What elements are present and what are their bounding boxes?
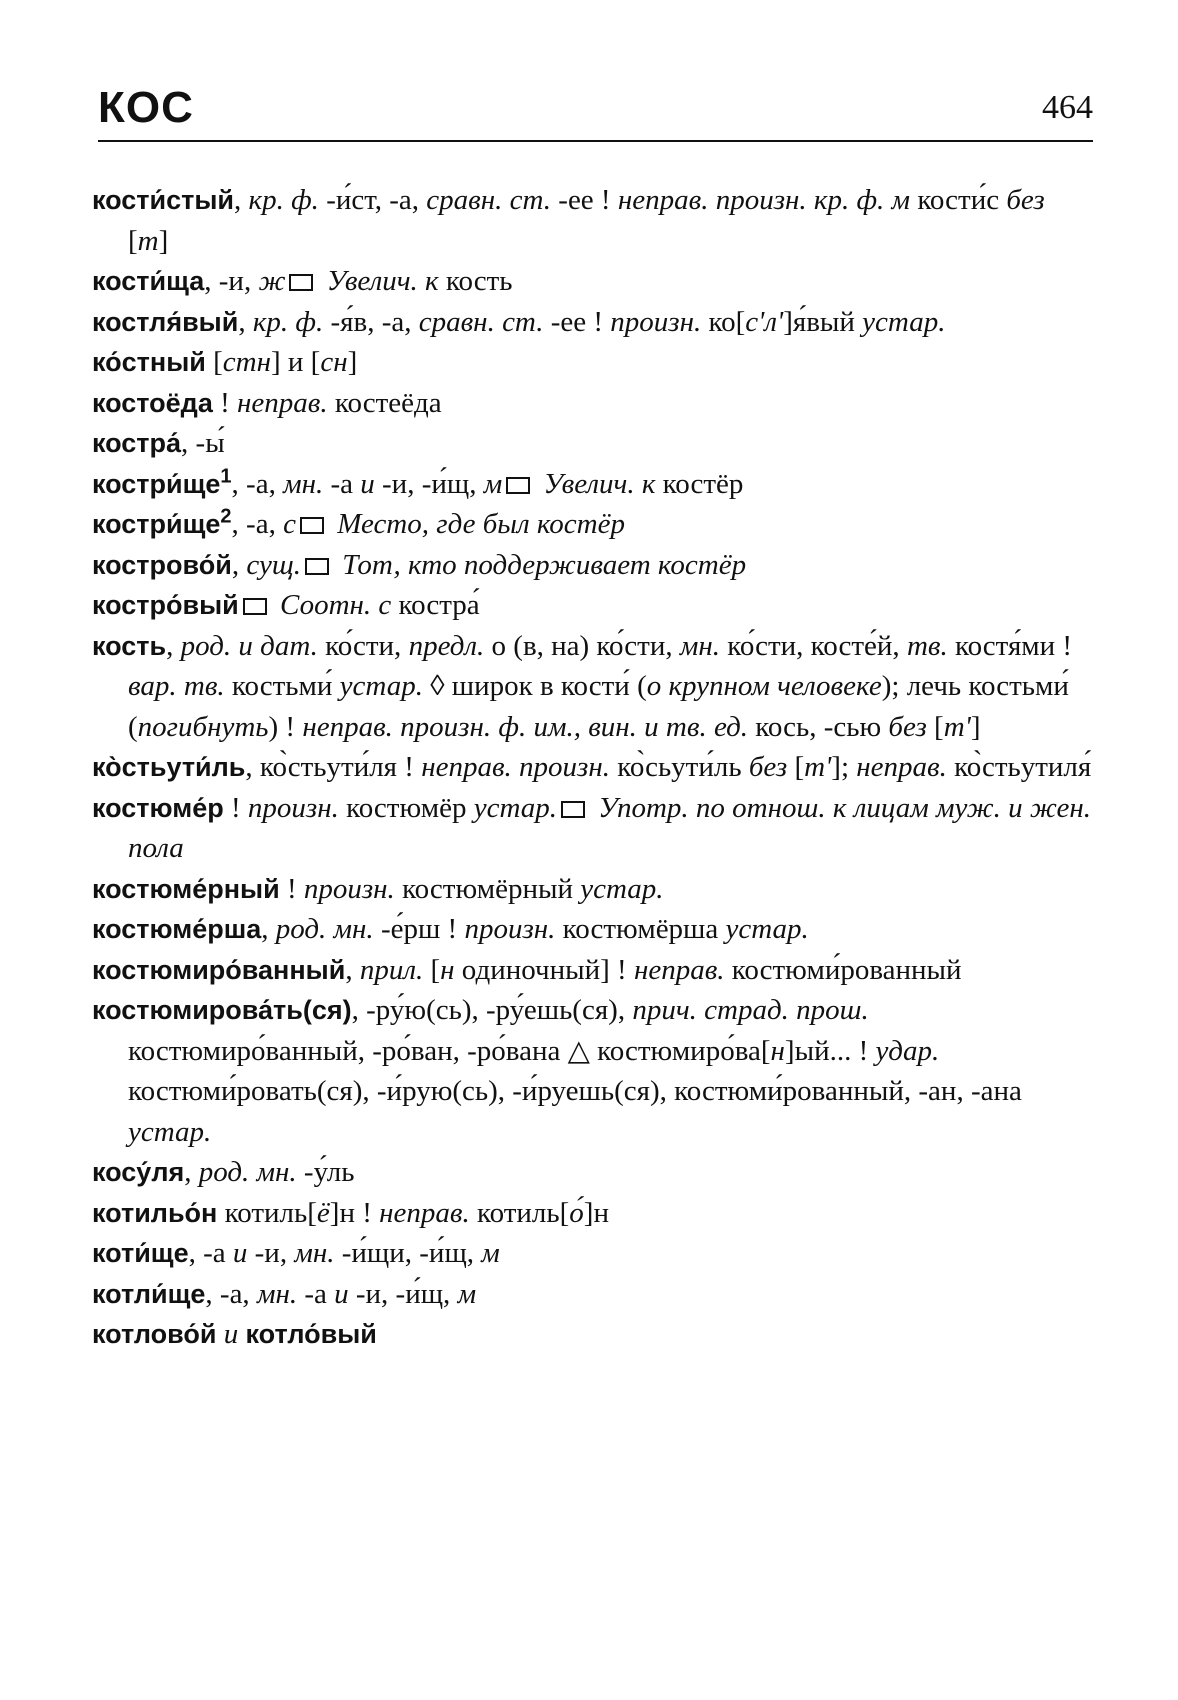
entry-text: -а (323, 467, 361, 500)
definition-box-icon (300, 517, 324, 534)
grammar-label: без (888, 710, 927, 743)
entry-text (273, 589, 280, 621)
entry-text: -и, (247, 1237, 295, 1269)
entry-text: ◊ широк в кости́ ( (422, 670, 647, 702)
dictionary-entry (92, 1193, 1092, 1234)
entry-text: , (261, 913, 276, 945)
grammar-label: прич. страд. прош. (632, 994, 869, 1026)
entry-text: ); лечь костьми́ ( (128, 670, 1069, 743)
dictionary-entry (92, 1152, 1092, 1193)
entry-text: костра́ (391, 589, 480, 621)
entry-text: костюмёрша (555, 913, 726, 945)
entry-text: костюмёр (338, 791, 474, 824)
dictionary-entry (92, 788, 1092, 869)
definition-box-icon (289, 274, 313, 291)
headword: костри́ще (92, 509, 221, 539)
grammar-label: без (1006, 184, 1045, 216)
headword: костюме́рный (92, 873, 280, 904)
entry-text: котиль[ (469, 1196, 570, 1229)
entry-text: о (в, на) ко́сти, (484, 629, 680, 662)
grammar-label: удар. (875, 1034, 940, 1067)
entry-text: , (238, 305, 253, 338)
grammar-label: м (481, 1237, 500, 1269)
headword: ко̀стьути́ль (92, 752, 246, 782)
grammar-label: и (334, 1277, 349, 1310)
entry-text: , -ру́ю(сь), -ру́ешь(ся), (351, 994, 633, 1026)
entry-text: ]ый... ! (784, 1034, 876, 1067)
entry-text: [ (787, 751, 805, 783)
dictionary-entry (92, 545, 1092, 586)
entry-text: , (234, 184, 249, 216)
entry-text: ко̀сьути́ль (610, 751, 749, 783)
grammar-label: погибнуть (137, 710, 269, 743)
dictionary-entry (92, 1274, 1092, 1315)
grammar-label: вар. тв. (128, 670, 225, 702)
headword: ко́стный (92, 347, 206, 377)
grammar-label: устар. (862, 305, 946, 338)
grammar-label: тв. (906, 629, 948, 662)
grammar-label: ж (258, 265, 286, 297)
dictionary-entry (92, 342, 1092, 383)
grammar-label: неправ. (856, 751, 947, 783)
grammar-label: и (232, 1237, 248, 1269)
headword: кости́ща (92, 266, 205, 296)
grammar-label: произн. (247, 791, 339, 824)
grammar-label: неправ. произн. (421, 751, 610, 783)
entry-text: -и́щи, -и́щ, (334, 1237, 482, 1269)
entry-text: ]; (831, 751, 857, 783)
headword: кострово́й (92, 549, 232, 580)
grammar-label: кр. ф. (248, 184, 319, 216)
entry-text: , (345, 953, 360, 986)
entry-text: [ (926, 710, 944, 743)
entry-text: ] (158, 224, 169, 257)
headword: костро́вый (92, 590, 239, 620)
entry-text: -и́ст, -а, (318, 184, 427, 216)
grammar-label: род. и дат. (180, 629, 318, 662)
entry-text: ко[ (701, 305, 746, 338)
headword: косу́ля (92, 1157, 185, 1187)
entry-text: [ (205, 346, 223, 378)
grammar-label: неправ. произн. ф. им., вин. и тв. ед. (302, 710, 749, 743)
entry-text: , -и, (204, 265, 259, 297)
headword: костля́вый (92, 306, 239, 337)
grammar-label: предл. (408, 629, 485, 662)
grammar-label: сравн. ст. (426, 184, 552, 216)
grammar-label: н (440, 953, 455, 986)
running-head: КОС (98, 83, 194, 132)
entry-text: [ (128, 224, 138, 257)
entry-text: костьми́ (224, 670, 340, 702)
entry-text: костёр (655, 467, 744, 500)
homonym-index: 2 (220, 505, 232, 528)
dictionary-entry (92, 1314, 1092, 1355)
headword: костра́ (92, 428, 182, 458)
entry-text: ]я́вый (783, 305, 863, 338)
grammar-label: неправ. (379, 1196, 470, 1229)
grammar-label: с (283, 508, 296, 540)
entry-list (92, 180, 1092, 1355)
entry-text: -я́в, -а, (323, 305, 419, 338)
entry-text: ! (223, 791, 248, 824)
grammar-label: неправ. (237, 386, 328, 419)
entry-text: ! (279, 872, 304, 905)
entry-text: , -а (188, 1237, 233, 1269)
dictionary-entry (92, 302, 1092, 343)
entry-text: -е́рш ! (373, 913, 465, 945)
definition-box-icon (305, 558, 329, 575)
grammar-label: о крупном человеке (646, 670, 882, 702)
grammar-label: мн. (679, 629, 720, 662)
entry-text: -ее ! (543, 305, 611, 338)
definition-box-icon (561, 801, 585, 818)
headword: костюмиро́ванный (92, 954, 346, 985)
entry-text: кость (438, 265, 513, 297)
entry-text: кости́с (910, 184, 1007, 216)
entry-text: , -ы́ (181, 427, 225, 459)
grammar-label: стн (222, 346, 271, 378)
grammar-label: Место, где был костёр (337, 508, 625, 540)
dictionary-entry (92, 909, 1092, 950)
grammar-label: устар. (473, 791, 558, 824)
headword: котло́вый (245, 1319, 377, 1349)
entry-text: костюмиро́ванный, -ро́ван, -ро́вана △ костюмиро́ва[ (128, 1034, 771, 1067)
headword: котильо́н (92, 1197, 218, 1228)
grammar-label: мн. (283, 467, 324, 500)
entry-text: костя́ми ! (947, 629, 1073, 662)
grammar-label: и (360, 467, 375, 500)
grammar-label: произн. (610, 305, 702, 338)
grammar-label: мн. (294, 1237, 335, 1269)
entry-text: , ко̀стьути́ля ! (245, 751, 422, 783)
grammar-label: Соотн. с (280, 589, 392, 621)
dictionary-entry (92, 747, 1092, 788)
definition-box-icon (243, 598, 267, 615)
dictionary-entry (92, 626, 1092, 748)
grammar-label: неправ. произн. кр. ф. м (617, 184, 911, 216)
grammar-label: без (748, 751, 788, 783)
entry-text: костеёда (327, 386, 442, 419)
grammar-label: устар. (580, 872, 664, 905)
entry-text: [ (423, 953, 441, 986)
grammar-label: устар. (725, 913, 809, 945)
dictionary-entry (92, 990, 1092, 1152)
grammar-label: сн (320, 346, 348, 378)
entry-text: кось, -сью (748, 710, 889, 743)
entry-text: , -а, (205, 1277, 257, 1310)
entry-text: котиль[ (217, 1196, 317, 1229)
grammar-label: прил. (359, 953, 424, 986)
headword: костюме́р (92, 792, 224, 823)
entry-text: -ее ! (551, 184, 618, 216)
entry-text (319, 265, 326, 297)
grammar-label: сущ. (246, 548, 302, 581)
definition-box-icon (506, 477, 530, 494)
grammar-label: ё (316, 1196, 330, 1229)
dictionary-entry (92, 869, 1092, 910)
entry-text: , (184, 1156, 199, 1188)
homonym-index: 1 (220, 464, 232, 487)
entry-text: , -а, (231, 467, 284, 500)
entry-text: ] и [ (270, 346, 321, 378)
headword: костюме́рша (92, 914, 262, 944)
entry-text: ! (212, 386, 238, 419)
grammar-label: неправ. (633, 953, 725, 986)
entry-text: -а (297, 1277, 335, 1310)
grammar-label: произн. (303, 872, 395, 905)
grammar-label: род. мн. (198, 1156, 297, 1188)
entry-text: , -а, (231, 508, 284, 540)
headword: костри́ще (92, 468, 221, 499)
headword: костюмирова́ть(ся) (92, 995, 352, 1025)
entry-text: ] (970, 710, 981, 743)
grammar-label: м (457, 1277, 477, 1310)
headword: кость (92, 630, 167, 661)
grammar-label: Увелич. к (543, 467, 656, 500)
entry-text: костюмёрный (394, 872, 581, 905)
grammar-label: устар. (339, 670, 423, 702)
entry-text: ко́сти, косте́й, (720, 629, 907, 662)
entry-text: -и, -и́щ, (348, 1277, 458, 1310)
grammar-label: т (137, 224, 159, 257)
grammar-label: т' (804, 751, 832, 783)
page-header (98, 80, 1093, 142)
dictionary-entry (92, 423, 1092, 464)
dictionary-entry (92, 950, 1092, 991)
headword: котлово́й (92, 1319, 217, 1349)
entry-text: костюми́рованный (724, 953, 962, 986)
grammar-label: м (483, 467, 503, 500)
entry-text: ]н (583, 1196, 609, 1229)
entry-text: , (231, 548, 247, 581)
grammar-label: т' (943, 710, 971, 743)
dictionary-entry (92, 383, 1092, 424)
entry-text: ко́сти, (317, 629, 409, 662)
grammar-label: и (223, 1318, 239, 1350)
grammar-label: с'л' (745, 305, 784, 338)
entry-text: , (166, 629, 181, 662)
entry-text: ) ! (268, 710, 303, 743)
headword: кости́стый (92, 185, 235, 215)
entry-text: ко̀стьутиля́ (946, 751, 1092, 783)
entry-text: -и, -и́щ, (374, 467, 484, 500)
entry-text: костюми́ровать(ся), -и́рую(сь), -и́руешь(ся), костюми́рованный, -ан, -ана (128, 1075, 1022, 1107)
headword: коти́ще (92, 1238, 189, 1268)
grammar-label: о́ (569, 1196, 584, 1229)
entry-text: ]н ! (329, 1196, 380, 1229)
grammar-label: Употр. по отнош. к лицам муж. и жен. пола (128, 791, 1091, 864)
grammar-label: устар. (128, 1115, 212, 1148)
entry-text (216, 1318, 223, 1350)
grammar-label: сравн. ст. (418, 305, 544, 338)
grammar-label: кр. ф. (252, 305, 324, 338)
entry-text: одиночный] ! (454, 953, 634, 986)
dictionary-entry (92, 261, 1092, 302)
grammar-label: произн. (464, 913, 556, 945)
dictionary-entry (92, 585, 1092, 626)
grammar-label: Тот, кто поддерживает костёр (342, 548, 747, 581)
dictionary-entry (92, 464, 1092, 505)
entry-text: -у́ль (296, 1156, 355, 1188)
grammar-label: мн. (256, 1277, 298, 1310)
headword: котли́ще (92, 1278, 206, 1309)
dictionary-entry (92, 504, 1092, 545)
page-number: 464 (1042, 89, 1093, 126)
headword: костоёда (92, 387, 213, 418)
dictionary-entry (92, 1233, 1092, 1274)
grammar-label: Увелич. к (326, 265, 439, 297)
entry-text: ] (347, 346, 358, 378)
grammar-label: род. мн. (275, 913, 374, 945)
grammar-label: н (770, 1034, 785, 1067)
dictionary-entry (92, 180, 1092, 261)
